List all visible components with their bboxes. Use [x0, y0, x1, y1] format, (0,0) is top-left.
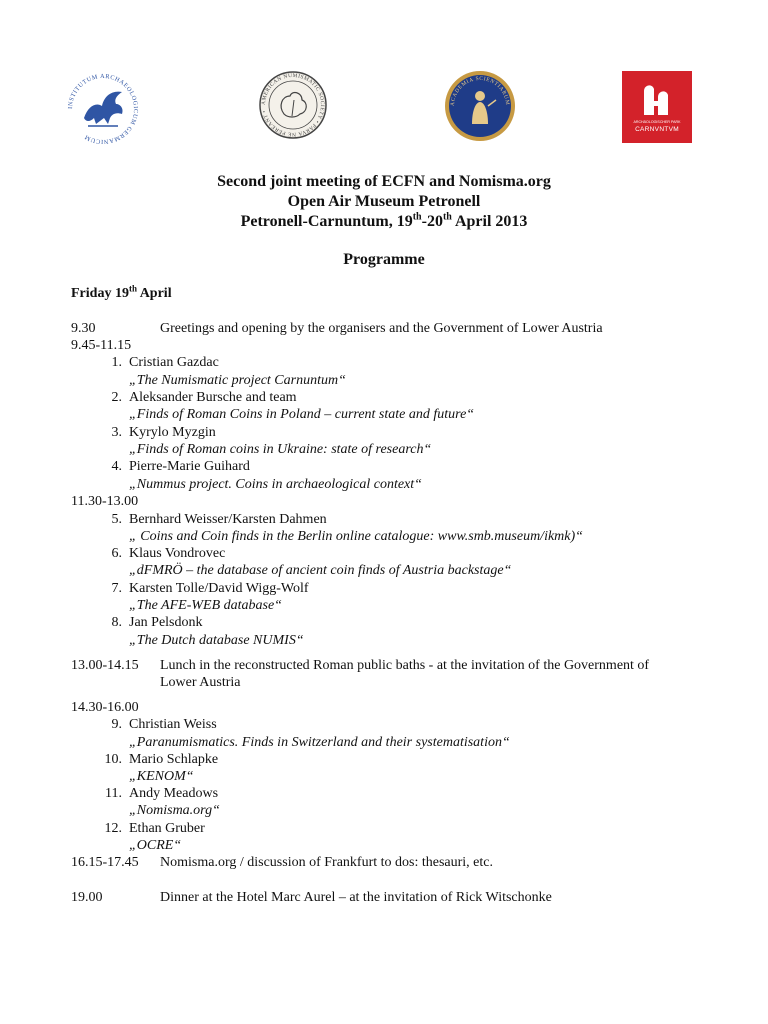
talk-speaker: Jan Pelsdonk: [129, 615, 203, 630]
talk-title: „Finds of Roman coins in Ukraine: state of research“: [129, 442, 432, 457]
session-description: Nomisma.org / discussion of Frankfurt to dos: thesauri, etc.: [160, 855, 493, 870]
session-description: Lunch in the reconstructed Roman public baths - at the invitation of the Government of: [160, 658, 650, 673]
talk-speaker: Pierre-Marie Guihard: [129, 459, 250, 474]
session-time: 14.30-16.00: [71, 700, 139, 715]
talk-number: 9.: [111, 717, 122, 732]
talk-number: 12.: [104, 821, 122, 836]
carnuntum-logo: [622, 71, 692, 143]
session-time: 9.45-11.15: [71, 338, 132, 353]
svg-text:ACADEMIA SCIENTIARUM: ACADEMIA SCIENTIARUM: [449, 75, 511, 107]
talk-title: „Nomisma.org“: [129, 803, 220, 818]
talk-title: „OCRE“: [129, 838, 182, 853]
session-description: Dinner at the Hotel Marc Aurel – at the invitation of Rick Witschonke: [160, 890, 552, 905]
talk-speaker: Mario Schlapke: [129, 752, 219, 767]
session-description: Greetings and opening by the organisers and the Government of Lower Austria: [160, 321, 603, 336]
svg-text:INSTITUTUM ARCHAEOLOGICUM GERM: INSTITUTUM ARCHAEOLOGICUM GERMANICUM: [66, 72, 140, 146]
talk-title: „KENOM“: [129, 769, 194, 784]
session-description: Lower Austria: [160, 675, 241, 690]
venue-line: Open Air Museum Petronell: [287, 193, 481, 210]
talk-number: 4.: [111, 459, 122, 474]
talk-number: 6.: [111, 546, 122, 561]
session-time: 19.00: [71, 890, 103, 905]
session-time: 9.30: [71, 321, 96, 336]
svg-text:ARCHÄOLOGISCHER PARK: ARCHÄOLOGISCHER PARK: [633, 120, 681, 124]
meeting-title: Second joint meeting of ECFN and Nomisma.org: [217, 173, 551, 190]
session-time: 16.15-17.45: [71, 855, 139, 870]
talk-speaker: Klaus Vondrovec: [129, 546, 226, 561]
talk-speaker: Karsten Tolle/David Wigg-Wolf: [129, 581, 309, 596]
programme-heading: Programme: [343, 251, 425, 268]
talk-number: 1.: [111, 355, 122, 370]
talk-title: „Nummus project. Coins in archaeological context“: [129, 477, 422, 492]
talk-speaker: Aleksander Bursche and team: [129, 390, 297, 405]
dai-griffin-seal: [66, 72, 140, 146]
talk-number: 8.: [111, 615, 122, 630]
talk-speaker: Bernhard Weisser/Karsten Dahmen: [129, 512, 327, 527]
talk-number: 5.: [111, 512, 122, 527]
talk-speaker: Cristian Gazdac: [129, 355, 219, 370]
talk-number: 10.: [104, 752, 122, 767]
talk-title: „Finds of Roman Coins in Poland – current state and future“: [129, 407, 475, 422]
talk-title: „Paranumismatics. Finds in Switzerland and their systematisation“: [129, 735, 510, 750]
talk-number: 2.: [111, 390, 122, 405]
day-heading: Friday 19th April: [71, 283, 172, 301]
talk-speaker: Christian Weiss: [129, 717, 217, 732]
talk-title: „The Dutch database NUMIS“: [129, 633, 304, 648]
talk-number: 3.: [111, 425, 122, 440]
date-line: Petronell-Carnuntum, 19th-20th April 2013: [240, 211, 528, 230]
american-numismatic-society-seal: [258, 70, 328, 140]
talk-number: 11.: [105, 786, 122, 801]
talk-title: „The AFE-WEB database“: [129, 598, 282, 613]
talk-number: 7.: [111, 581, 122, 596]
svg-text:AMERICAN NUMISMATIC SOCIETY •: AMERICAN NUMISMATIC SOCIETY • PARVA NE PEREANT •: [260, 72, 326, 138]
talk-title: „ Coins and Coin finds in the Berlin online catalogue: www.smb.museum/ikmk)“: [129, 529, 583, 544]
talk-title: „dFMRÖ – the database of ancient coin finds of Austria backstage“: [129, 563, 512, 578]
talk-speaker: Andy Meadows: [129, 786, 219, 801]
talk-speaker: Ethan Gruber: [129, 821, 205, 836]
svg-text:CARNVNTVM: CARNVNTVM: [635, 126, 679, 133]
academia-scientiarum-seal: [444, 70, 516, 142]
talk-title: „The Numismatic project Carnuntum“: [129, 373, 346, 388]
talk-speaker: Kyrylo Myzgin: [129, 425, 216, 440]
session-time: 11.30-13.00: [71, 494, 139, 509]
session-time: 13.00-14.15: [71, 658, 139, 673]
